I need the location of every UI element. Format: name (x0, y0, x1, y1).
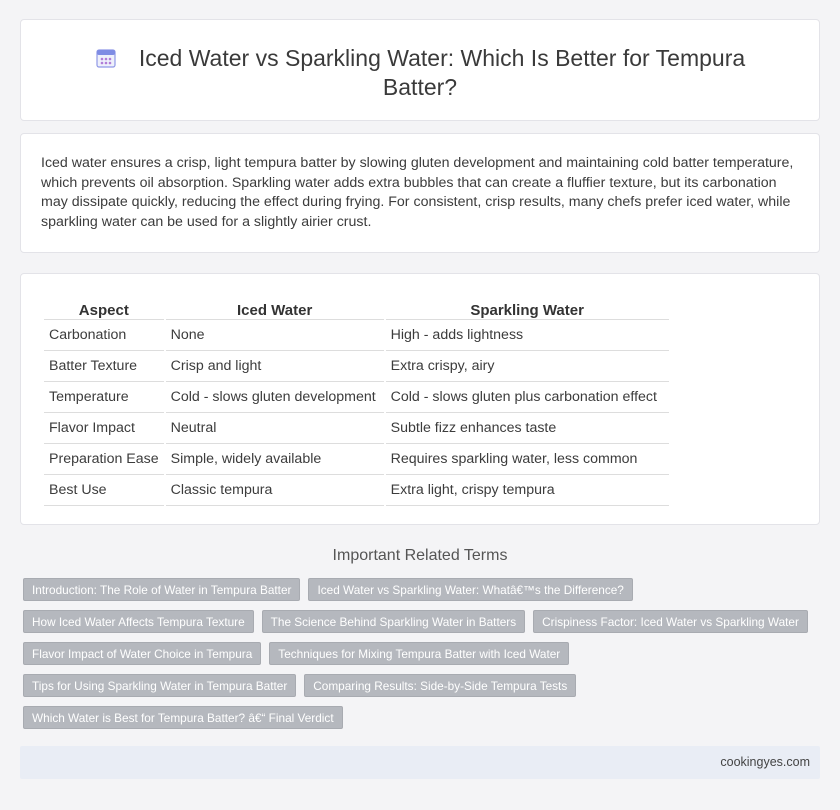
table-cell: Crisp and light (166, 351, 384, 382)
table-cell: Requires sparkling water, less common (386, 444, 669, 475)
intro-card (20, 133, 820, 253)
related-terms-list (23, 578, 823, 738)
table-row (44, 351, 669, 382)
related-term-tag[interactable]: Tips for Using Sparkling Water in Tempura Batter (23, 674, 296, 697)
table-row (44, 413, 669, 444)
table-cell: Flavor Impact (44, 413, 164, 444)
table-cell: Classic tempura (166, 475, 384, 506)
table-row (44, 444, 669, 475)
related-terms-heading: Important Related Terms (332, 547, 508, 564)
table-header-row (44, 294, 669, 320)
table-cell: Cold - slows gluten plus carbonation effect (386, 382, 669, 413)
comparison-card (20, 273, 820, 525)
table-cell: Simple, widely available (166, 444, 384, 475)
header-iced-water: Iced Water (166, 294, 384, 320)
table-cell: Extra crispy, airy (386, 351, 669, 382)
table-row (44, 475, 669, 506)
page-title-wrap (21, 44, 819, 102)
page-title: Iced Water vs Sparkling Water: Which Is Better for Tempura Batter? (138, 45, 746, 100)
table-row (44, 382, 669, 413)
intro-paragraph: Iced water ensures a crisp, light tempura batter by slowing gluten development and maintaining cold batter temperature, which prevents oil absorption. Sparkling water adds extra bubbles that can create a fluffier texture, but its carbonation may dissipate quickly, reducing the effect during frying. For consistent, crisp results, many chefs prefer iced water, while sparkling water can be used for a slightly airier crust. (41, 155, 794, 230)
calendar-icon (95, 47, 117, 69)
related-term-tag[interactable]: Introduction: The Role of Water in Tempura Batter (23, 578, 300, 601)
related-term-tag[interactable]: How Iced Water Affects Tempura Texture (23, 610, 254, 633)
related-term-tag[interactable]: Crispiness Factor: Iced Water vs Sparkling Water (533, 610, 808, 633)
table-cell: High - adds lightness (386, 320, 669, 351)
related-term-tag[interactable]: Comparing Results: Side-by-Side Tempura Tests (304, 674, 576, 697)
table-cell: Neutral (166, 413, 384, 444)
comparison-table (42, 294, 671, 506)
table-row (44, 320, 669, 351)
table-cell: Cold - slows gluten development (166, 382, 384, 413)
table-cell: None (166, 320, 384, 351)
related-term-tag[interactable]: Flavor Impact of Water Choice in Tempura (23, 642, 261, 665)
header-sparkling-water: Sparkling Water (386, 294, 669, 320)
table-cell: Best Use (44, 475, 164, 506)
related-term-tag[interactable]: Which Water is Best for Tempura Batter? â€“ Final Verdict (23, 706, 343, 729)
footer (20, 746, 820, 779)
footer-site-link[interactable]: cookingyes.com (720, 755, 810, 769)
table-cell: Preparation Ease (44, 444, 164, 475)
related-term-tag[interactable]: The Science Behind Sparkling Water in Batters (262, 610, 525, 633)
table-cell: Temperature (44, 382, 164, 413)
table-cell: Subtle fizz enhances taste (386, 413, 669, 444)
table-cell: Extra light, crispy tempura (386, 475, 669, 506)
related-term-tag[interactable]: Iced Water vs Sparkling Water: Whatâ€™s the Difference? (308, 578, 632, 601)
header-aspect: Aspect (44, 294, 164, 320)
title-card (20, 19, 820, 121)
table-cell: Batter Texture (44, 351, 164, 382)
related-term-tag[interactable]: Techniques for Mixing Tempura Batter with Iced Water (269, 642, 569, 665)
table-cell: Carbonation (44, 320, 164, 351)
